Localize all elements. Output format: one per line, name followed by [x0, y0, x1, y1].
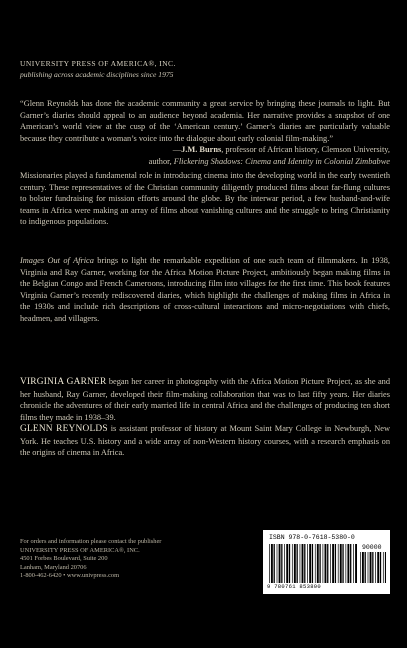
endorsement-quote	[20, 98, 390, 167]
barcode-bar	[286, 544, 288, 583]
barcode-bar	[277, 544, 278, 583]
barcode-bar	[375, 552, 376, 583]
publisher-contact	[20, 538, 161, 581]
ean-barcode-bars	[269, 544, 357, 583]
barcode-bar	[325, 544, 327, 583]
author-bio-text-garner: began her career in photography with the Africa Motion Picture Project, as she and her husband, Ray Garner, developed their film-making collaboration that was to last fifty years. Her diaries chronicle the adventures of their early married life in central Africa and the challenges of producing ten short films they made in 1938–39.	[20, 377, 390, 422]
barcode-bar	[304, 544, 305, 583]
barcode-bar	[385, 552, 386, 583]
barcode-bar	[377, 552, 379, 583]
barcode-bar	[353, 544, 354, 583]
contact-line: 4501 Forbes Boulevard, Suite 200	[20, 555, 108, 563]
barcode-bar	[281, 544, 282, 583]
ean-number: 9 780761 853800	[267, 583, 322, 590]
barcode-bar	[340, 544, 342, 583]
contact-line: UNIVERSITY PRESS OF AMERICA®, INC.	[20, 546, 140, 554]
barcode-bar	[327, 544, 328, 583]
barcode-bar	[347, 544, 349, 583]
barcode-bar	[380, 552, 381, 583]
author-bio-reynolds	[20, 423, 390, 459]
author-name-reynolds: GLENN REYNOLDS	[20, 424, 108, 434]
barcode-bar	[330, 544, 331, 583]
contact-line: For orders and information please contact the publisher	[20, 538, 162, 545]
publisher-name: UNIVERSITY PRESS OF AMERICA®, INC.	[20, 59, 176, 68]
barcode-bar	[292, 544, 293, 583]
contact-line: 1-800-462-6420 • www.univpress.com	[20, 572, 120, 580]
quote-attribution-line2	[20, 156, 390, 168]
isbn-number: ISBN 978-0-7618-5380-0	[269, 534, 355, 541]
author-name-garner: VIRGINIA GARNER	[20, 377, 107, 387]
quote-text: “Glenn Reynolds has done the academic community a great service by bringing these journals to light. But Garner’s diaries should appeal to an audience beyond academia. Her narrative provides a snapshot of one American’s world view at the cusp of the ‘American century.’ Garner’s diaries are particularly valuable because they contribute a woman’s voice into the dialogue about early colonial film-making.”	[20, 99, 390, 143]
barcode-bar	[317, 544, 319, 583]
barcode-bar	[350, 544, 351, 583]
barcode-bar	[315, 544, 316, 583]
author-bio-text-reynolds: is assistant professor of history at Mount Saint Mary College in Newburgh, New York. He teaches U.S. history and a wide array of non-Western history courses, with a research emphasis on the origins of cinema in Africa.	[20, 424, 390, 457]
barcode-bar	[335, 544, 336, 583]
barcode-bar	[307, 544, 308, 583]
description-paragraph-2	[20, 255, 390, 324]
barcode-bar	[346, 544, 347, 583]
barcode-bar	[355, 544, 357, 583]
barcode-bar	[360, 552, 361, 583]
barcode-bar	[309, 544, 311, 583]
barcode-bar	[372, 552, 373, 583]
barcode-bar	[279, 544, 281, 583]
barcode-bar	[362, 552, 364, 583]
barcode-bar	[284, 544, 285, 583]
barcode-bar	[319, 544, 320, 583]
barcode-bar	[300, 544, 301, 583]
barcode-bar	[297, 544, 298, 583]
quote-book-title: Flickering Shadows: Cinema and Identity in Colonial Zimbabwe	[173, 156, 390, 166]
book-title-inline: Images Out of Africa	[20, 256, 94, 265]
barcode-bar	[274, 544, 275, 583]
isbn-barcode	[263, 530, 390, 594]
description-paragraph-2-text: brings to light the remarkable expedition of one such team of filmmakers. In 1938, Virginia and Ray Garner, working for the Africa Motion Picture Project, ambitiously began making films in the Belgian Congo and French Cameroons, introducing film into villages for the first time. This book features Virginia Garner’s recently rediscovered diaries, which highlight the challenges of making films in Africa in the 1930s and include rich descriptions of cross-cultural interactions and micro-negotiations with chiefs, headmen, and villagers.	[20, 256, 390, 323]
barcode-bar	[294, 544, 296, 583]
barcode-bar	[383, 552, 384, 583]
price-code: 90000	[362, 544, 382, 551]
barcode-bar	[365, 552, 366, 583]
publisher-tagline: publishing across academic disciplines since 1975	[20, 70, 174, 79]
author-bio-garner	[20, 376, 390, 423]
barcode-bar	[289, 544, 290, 583]
barcode-bar	[302, 544, 304, 583]
barcode-bar	[332, 544, 334, 583]
addon-barcode-bars	[360, 552, 386, 583]
contact-line: Lanham, Maryland 20706	[20, 563, 87, 571]
barcode-bar	[342, 544, 343, 583]
quote-role-line2: author,	[148, 156, 174, 166]
barcode-bar	[312, 544, 313, 583]
barcode-bar	[269, 544, 270, 583]
quote-dash: —	[172, 145, 182, 154]
barcode-bar	[370, 552, 372, 583]
barcode-bar	[271, 544, 273, 583]
barcode-bar	[338, 544, 339, 583]
barcode-bar	[323, 544, 324, 583]
quote-role: , professor of African history, Clemson University,	[221, 145, 390, 154]
quote-attribution	[20, 144, 390, 156]
quote-author: J.M. Burns	[181, 145, 222, 154]
barcode-bar	[368, 552, 369, 583]
description-paragraph-1: Missionaries played a fundamental role in introducing cinema into the developing world in the early twentieth century. These representatives of the Christian community diligently produced films about far-flung cultures to bolster fundraising for mission efforts around the globe. By the interwar period, a few husband-and-wife teams in Africa were making an array of films about vanishing cultures and the struggle to bring Christianity to indigenous populations.	[20, 171, 390, 226]
publisher-header	[20, 59, 390, 79]
